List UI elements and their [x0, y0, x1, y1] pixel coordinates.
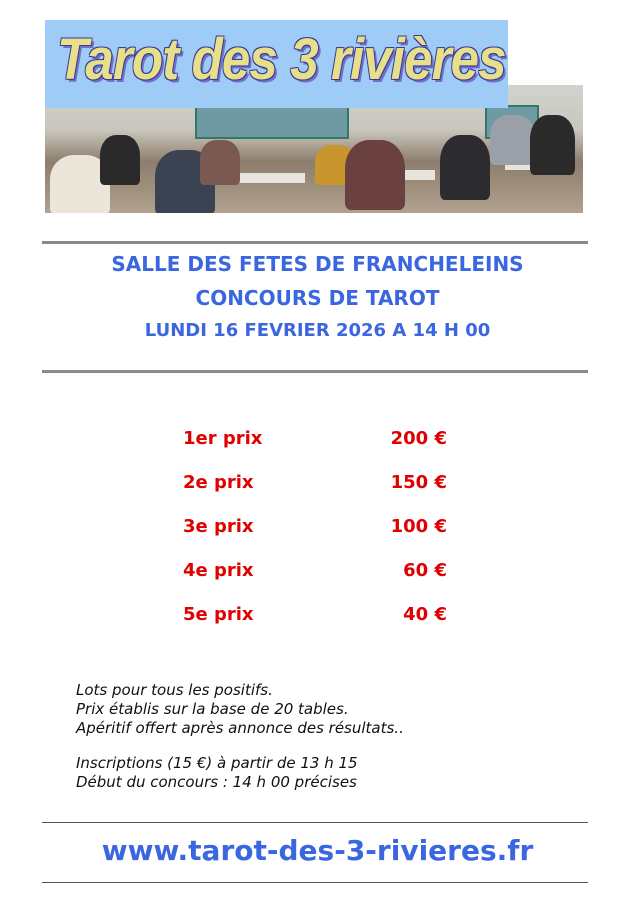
note-line: Apéritif offert après annonce des résultats..	[76, 719, 404, 737]
prize-amount: 40 €	[403, 604, 447, 625]
club-logo-title: Tarot des 3 rivières	[57, 27, 506, 92]
venue-heading: SALLE DES FETES DE FRANCHELEINS	[111, 252, 524, 276]
note-line: Inscriptions (15 €) à partir de 13 h 15	[76, 754, 358, 772]
divider	[42, 241, 588, 244]
prize-amount: 100 €	[390, 516, 447, 537]
title-banner	[45, 20, 508, 108]
note-line: Début du concours : 14 h 00 précises	[76, 773, 357, 791]
divider	[42, 882, 588, 883]
prize-amount: 150 €	[390, 472, 447, 493]
prize-label: 4e prix	[183, 560, 254, 581]
website-link[interactable]: www.tarot-des-3-rivieres.fr	[101, 834, 534, 867]
prize-label: 1er prix	[183, 428, 263, 449]
note-line: Lots pour tous les positifs.	[76, 681, 273, 699]
divider	[42, 370, 588, 373]
prize-label: 5e prix	[183, 604, 254, 625]
date-heading: LUNDI 16 FEVRIER 2026 A 14 H 00	[144, 320, 491, 341]
prize-label: 2e prix	[183, 472, 254, 493]
divider	[42, 822, 588, 823]
prize-amount: 60 €	[403, 560, 447, 581]
prize-label: 3e prix	[183, 516, 254, 537]
event-heading: CONCOURS DE TAROT	[195, 286, 440, 310]
prize-amount: 200 €	[390, 428, 447, 449]
note-line: Prix établis sur la base de 20 tables.	[76, 700, 349, 718]
